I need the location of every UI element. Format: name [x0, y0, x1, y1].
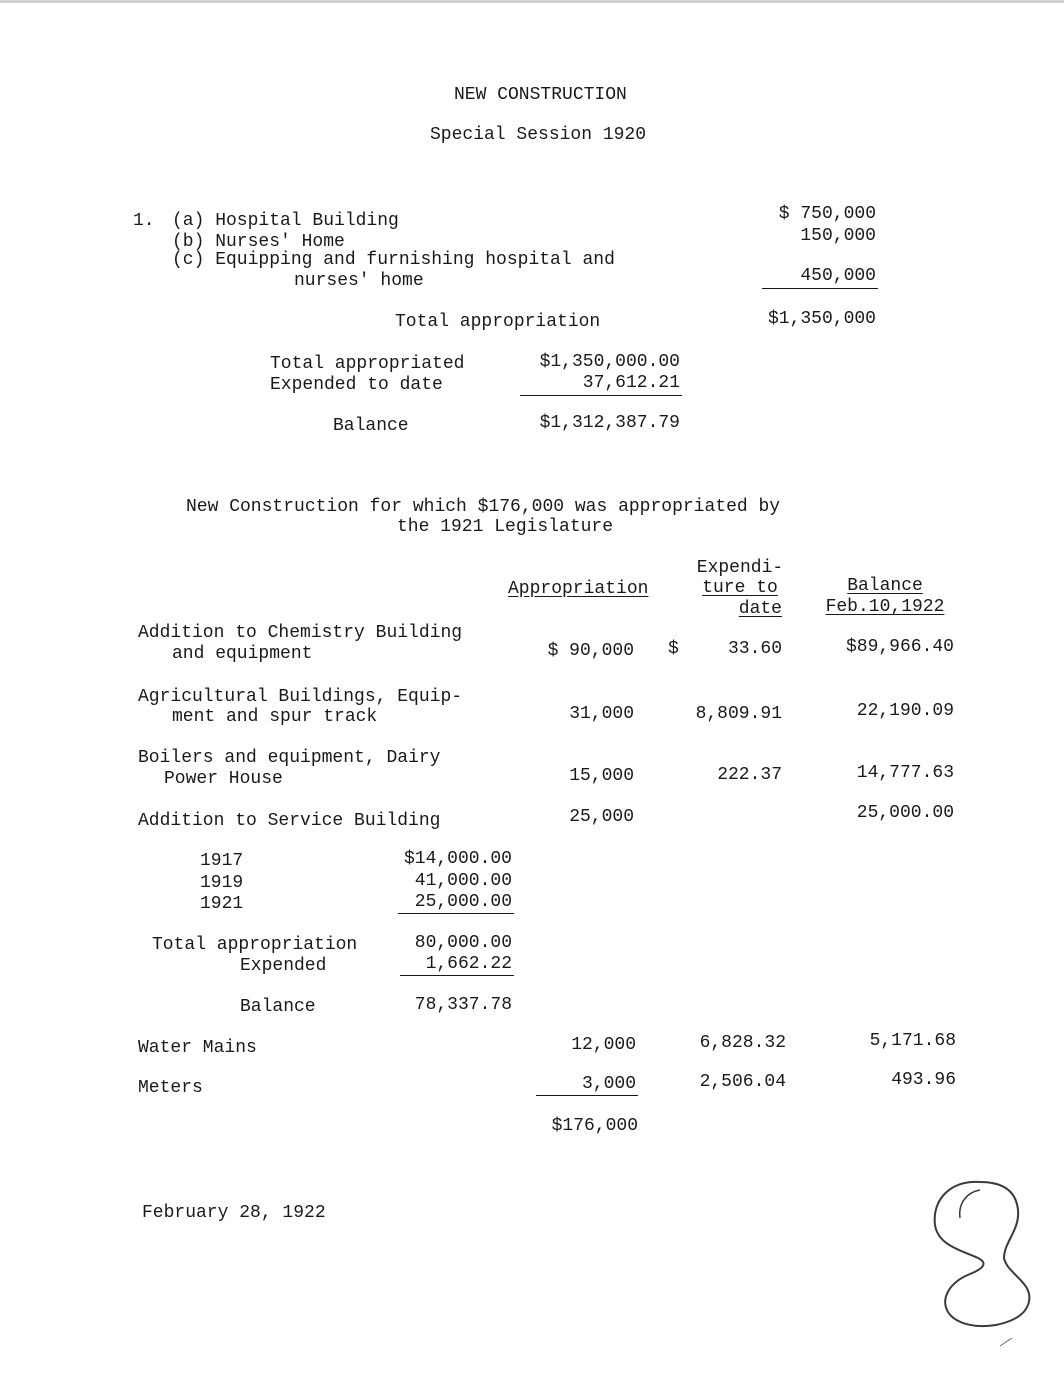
section1-balance-label: Balance: [333, 416, 409, 436]
row-boilers-appropriation: 15,000: [569, 766, 634, 786]
grand-total: $176,000: [551, 1116, 638, 1136]
summary-rule: [520, 395, 682, 396]
row-water-mains-appropriation: 12,000: [571, 1035, 636, 1055]
row-water-mains-balance: 5,171.68: [869, 1031, 956, 1051]
item-a-label: (a) Hospital Building: [172, 211, 399, 231]
item-a-amount: $ 750,000: [778, 204, 876, 224]
subtotal-rule: [762, 288, 878, 289]
row-chemistry-expenditure: 33.60: [727, 639, 782, 659]
breakdown-expended-value: 1,662.22: [425, 954, 512, 974]
col-header-balance-line1: Balance: [847, 576, 923, 596]
col-header-expenditure-line2: ture to: [702, 578, 778, 598]
row-chemistry-exp-dollar: $: [668, 639, 679, 659]
row-boilers-label-line1: Boilers and equipment, Dairy: [138, 748, 441, 768]
col-header-appropriation: Appropriation: [508, 579, 649, 599]
row-service-balance: 25,000.00: [856, 803, 954, 823]
row-meters-expenditure: 2,506.04: [699, 1072, 786, 1092]
document-title: NEW CONSTRUCTION: [454, 85, 627, 105]
item-b-amount: 150,000: [800, 226, 876, 246]
row-boilers-expenditure: 222.37: [717, 765, 782, 785]
breakdown-rule-1: [398, 913, 514, 914]
row-chemistry-label-line2: and equipment: [172, 644, 313, 664]
item-c-amount: 450,000: [800, 266, 876, 286]
row-meters-balance: 493.96: [891, 1070, 956, 1090]
total-appropriated-label: Total appropriated: [270, 354, 465, 374]
row-water-mains-expenditure: 6,828.32: [699, 1033, 786, 1053]
row-water-mains-label: Water Mains: [138, 1038, 257, 1058]
expended-to-date-label: Expended to date: [270, 375, 443, 395]
breakdown-rule-2: [400, 975, 514, 976]
row-service-appropriation: 25,000: [569, 807, 634, 827]
breakdown-amount-1917: $14,000.00: [403, 849, 512, 869]
row-chemistry-appropriation: $ 90,000: [547, 641, 634, 661]
breakdown-balance-value: 78,337.78: [414, 995, 512, 1015]
row-agricultural-label-line1: Agricultural Buildings, Equip-: [138, 687, 463, 707]
row-agricultural-appropriation: 31,000: [569, 704, 634, 724]
breakdown-balance-label: Balance: [240, 997, 316, 1017]
col-header-expenditure-line3: date: [738, 599, 782, 619]
grand-total-rule: [536, 1095, 638, 1096]
footer-date: February 28, 1922: [142, 1203, 326, 1223]
item-b-label: (b) Nurses' Home: [172, 232, 345, 252]
row-agricultural-label-line2: ment and spur track: [172, 707, 378, 727]
breakdown-year-1919: 1919: [200, 873, 244, 893]
row-agricultural-expenditure: 8,809.91: [695, 704, 782, 724]
breakdown-amount-1921: 25,000.00: [414, 892, 512, 912]
row-chemistry-label-line1: Addition to Chemistry Building: [138, 623, 463, 643]
breakdown-total-label: Total appropriation: [152, 935, 358, 955]
row-meters-label: Meters: [138, 1078, 203, 1098]
row-boilers-balance: 14,777.63: [856, 763, 954, 783]
item-c-label-line1: (c) Equipping and furnishing hospital and: [172, 250, 615, 270]
total-appropriation-label: Total appropriation: [395, 312, 601, 332]
section1-balance-value: $1,312,387.79: [539, 413, 680, 433]
row-agricultural-balance: 22,190.09: [856, 701, 954, 721]
breakdown-total-value: 80,000.00: [414, 933, 512, 953]
section2-intro-line2: the 1921 Legislature: [397, 517, 614, 537]
row-service-label: Addition to Service Building: [138, 811, 441, 831]
expended-to-date-value: 37,612.21: [582, 373, 680, 393]
document-subtitle: Special Session 1920: [430, 125, 647, 145]
item-c-label-line2: nurses' home: [294, 271, 424, 291]
col-header-expenditure-line1: Expendi-: [696, 558, 784, 578]
col-header-balance-line2: Feb.10,1922: [825, 597, 945, 617]
page-top-edge: [0, 0, 1064, 3]
row-chemistry-balance: $89,966.40: [845, 637, 954, 657]
total-appropriated-value: $1,350,000.00: [539, 352, 680, 372]
breakdown-expended-label: Expended: [240, 956, 327, 976]
breakdown-year-1917: 1917: [200, 851, 244, 871]
total-appropriation-amount: $1,350,000: [767, 309, 876, 329]
row-boilers-label-line2: Power House: [164, 769, 283, 789]
section-number: 1.: [133, 211, 155, 231]
row-meters-appropriation: 3,000: [581, 1074, 636, 1094]
breakdown-year-1921: 1921: [200, 894, 244, 914]
breakdown-amount-1919: 41,000.00: [414, 871, 512, 891]
section2-intro-line1: New Construction for which $176,000 was appropriated by: [186, 497, 781, 517]
handwritten-page-number-mark: [920, 1170, 1050, 1350]
